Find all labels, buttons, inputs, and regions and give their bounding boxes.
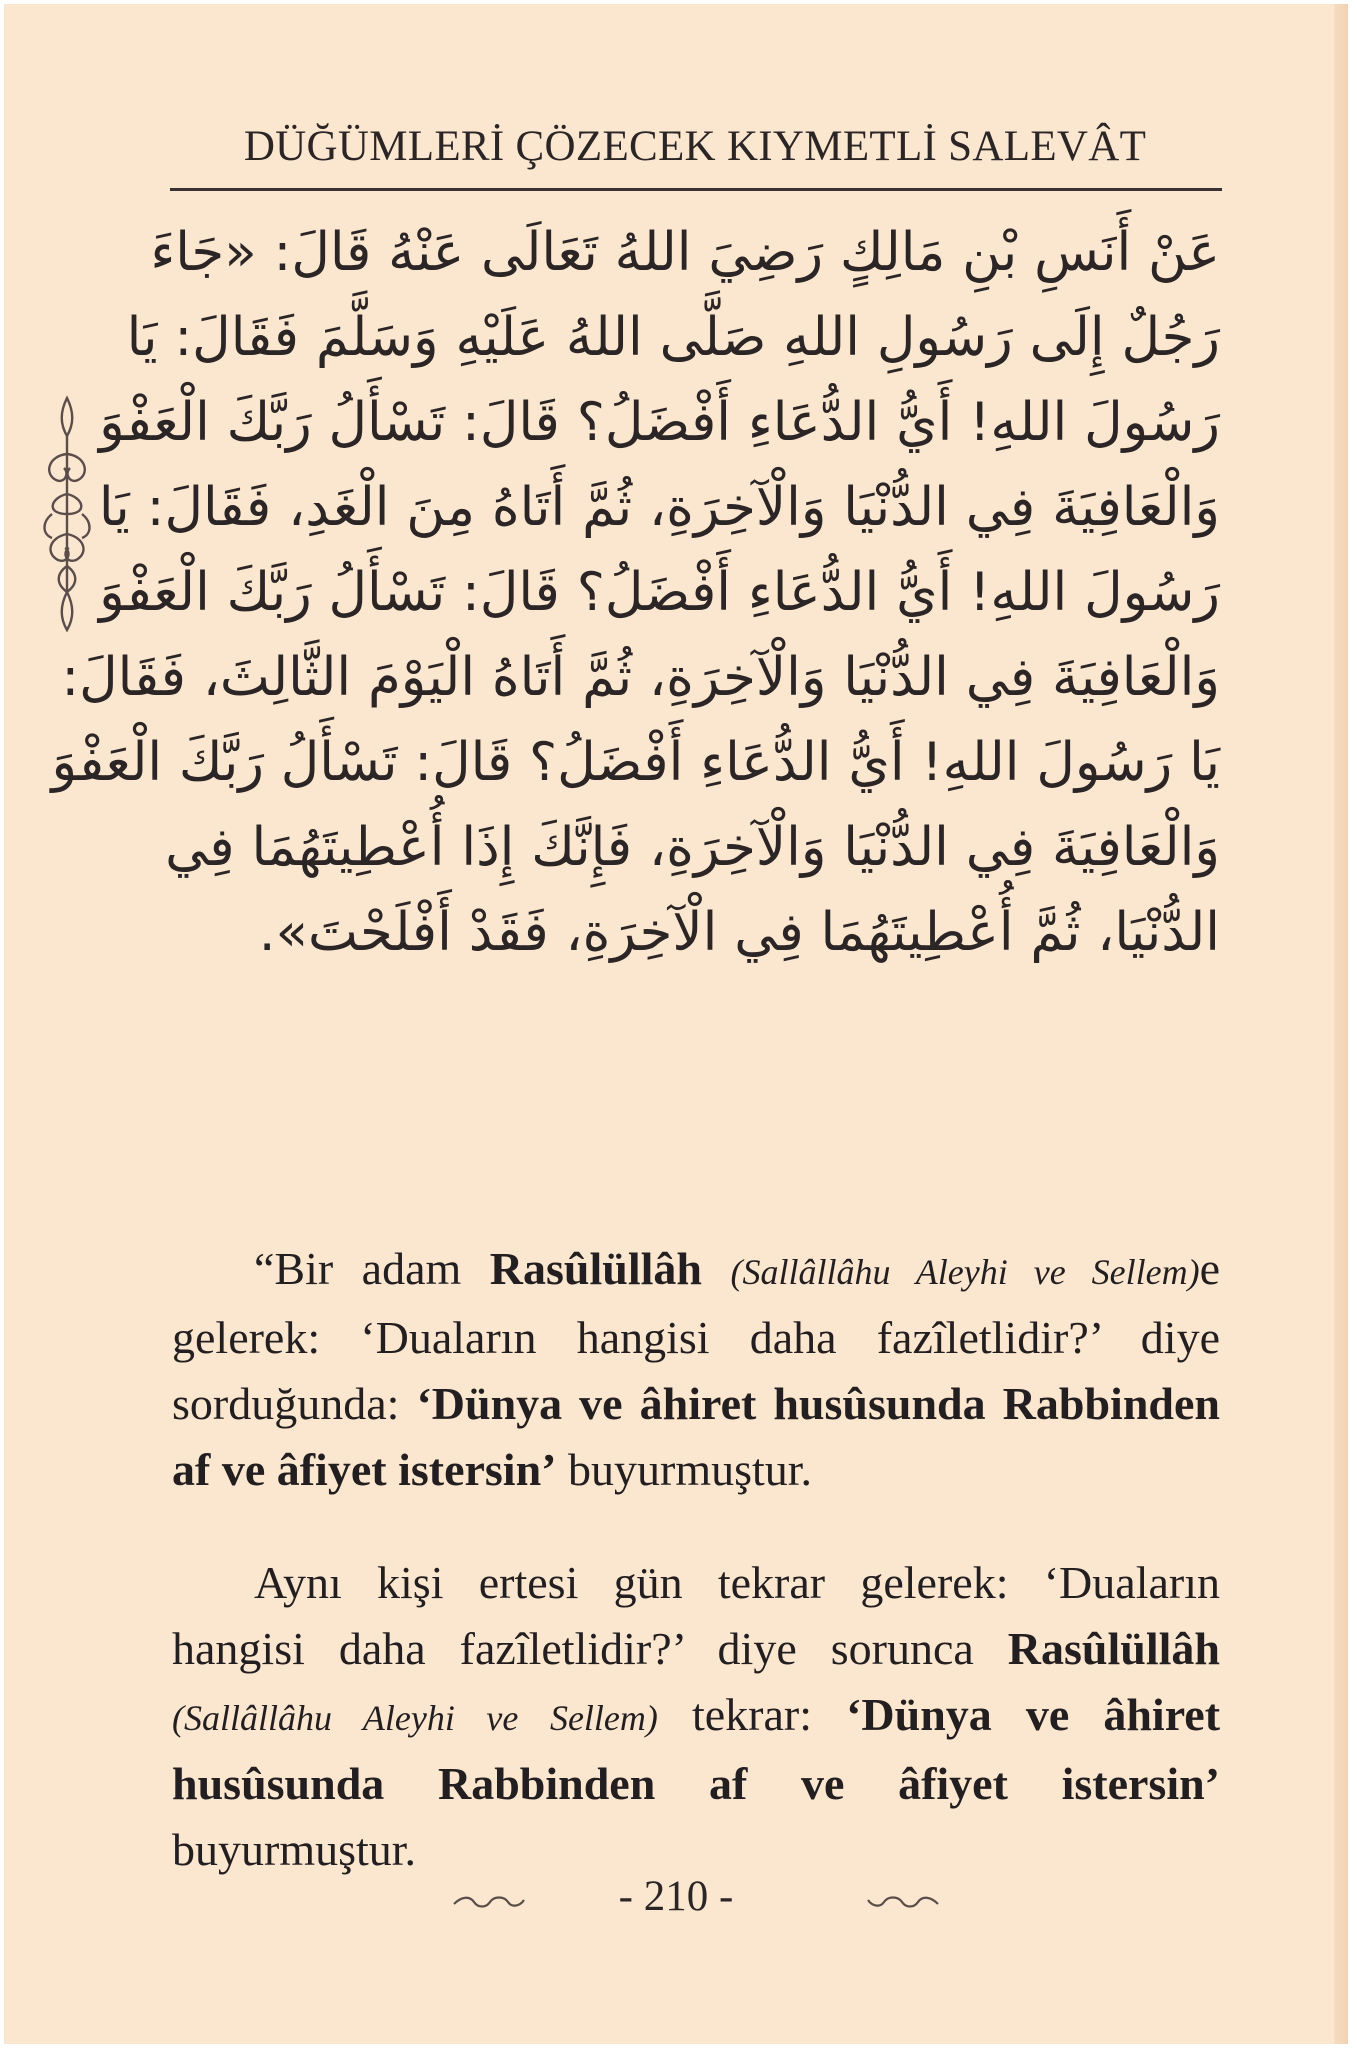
turkish-paragraph-2 (172, 1550, 1220, 1883)
italic-honorific: (Sallâllâhu Aleyhi ve Sellem) (730, 1252, 1200, 1292)
bold-text: ‘Dünya ve âhiret husûsunda Rabbinden af ve âfiyet istersin’ (172, 1689, 1221, 1809)
turkish-paragraph-1 (172, 1236, 1220, 1503)
arabic-line: وَالْعَافِيَةَ فِي الدُّنْيَا وَالْآخِرَةِ، ثُمَّ أَتَاهُ الْيَوْمَ الثَّالِثَ، فَقَالَ: (61, 647, 1220, 708)
margin-ornament-icon (38, 394, 96, 634)
bold-text: Rasûlüllâh (489, 1243, 702, 1294)
arabic-line: يَا رَسُولَ اللهِ! أَيُّ الدُّعَاءِ أَفْضَلُ؟ قَالَ: تَسْأَلُ رَبَّكَ الْعَفْوَ (51, 732, 1220, 793)
page-number: - 210 - (618, 1873, 734, 1920)
page-footer (4, 1872, 1348, 1932)
arabic-line: رَسُولَ اللهِ! أَيُّ الدُّعَاءِ أَفْضَلُ؟ قَالَ: تَسْأَلُ رَبَّكَ الْعَفْوَ (99, 562, 1220, 623)
arabic-line: رَجُلٌ إِلَى رَسُولِ اللهِ صَلَّى اللهُ عَلَيْهِ وَسَلَّمَ فَقَالَ: يَا (126, 307, 1220, 368)
italic-honorific: (Sallâllâhu Aleyhi ve Sellem) (172, 1698, 658, 1738)
text-span: “Bir adam (254, 1243, 490, 1294)
text-span: buyurmuştur. (556, 1444, 813, 1495)
arabic-line: وَالْعَافِيَةَ فِي الدُّنْيَا وَالْآخِرَةِ، فَإِنَّكَ إِذَا أُعْطِيتَهُمَا فِي (165, 817, 1220, 878)
bold-text: Rasûlüllâh (1007, 1623, 1220, 1674)
arabic-line: رَسُولَ اللهِ! أَيُّ الدُّعَاءِ أَفْضَلُ؟ قَالَ: تَسْأَلُ رَبَّكَ الْعَفْوَ (99, 392, 1220, 453)
arabic-line: الدُّنْيَا، ثُمَّ أُعْطِيتَهُمَا فِي الْآخِرَةِ، فَقَدْ أَفْلَحْتَ». (258, 902, 1220, 963)
page-edge (1334, 4, 1348, 2044)
text-span: tekrar: (657, 1689, 847, 1740)
text-span (702, 1243, 730, 1294)
book-page (4, 4, 1348, 2044)
arabic-line: عَنْ أَنَسِ بْنِ مَالِكٍ رَضِيَ اللهُ تَعَالَى عَنْهُ قَالَ: «جَاءَ (150, 222, 1220, 283)
swirl-ornament-icon (866, 1892, 940, 1912)
text-span: buyurmuştur. (172, 1824, 417, 1875)
arabic-line: وَالْعَافِيَةَ فِي الدُّنْيَا وَالْآخِرَةِ، ثُمَّ أَتَاهُ مِنَ الْغَدِ، فَقَالَ: يَا (98, 477, 1220, 538)
header-rule (170, 188, 1222, 191)
bold-text: ‘Dünya ve âhiret husûsunda Rabbinden af ve âfiyet istersin’ (172, 1378, 1220, 1495)
swirl-ornament-icon (452, 1892, 526, 1912)
text-span: e gelerek: ‘Duaların hangisi daha fazîletlidir?’ diye sorduğunda: (172, 1243, 1221, 1429)
text-span: Aynı kişi ertesi gün tekrar gelerek: ‘Duaların hangisi daha fazîletlidir?’ diye sorunca (172, 1557, 1220, 1674)
running-head: DÜĞÜMLERİ ÇÖZECEK KIYMETLİ SALEVÂT (243, 123, 1147, 170)
arabic-hadith-text (51, 210, 1220, 975)
